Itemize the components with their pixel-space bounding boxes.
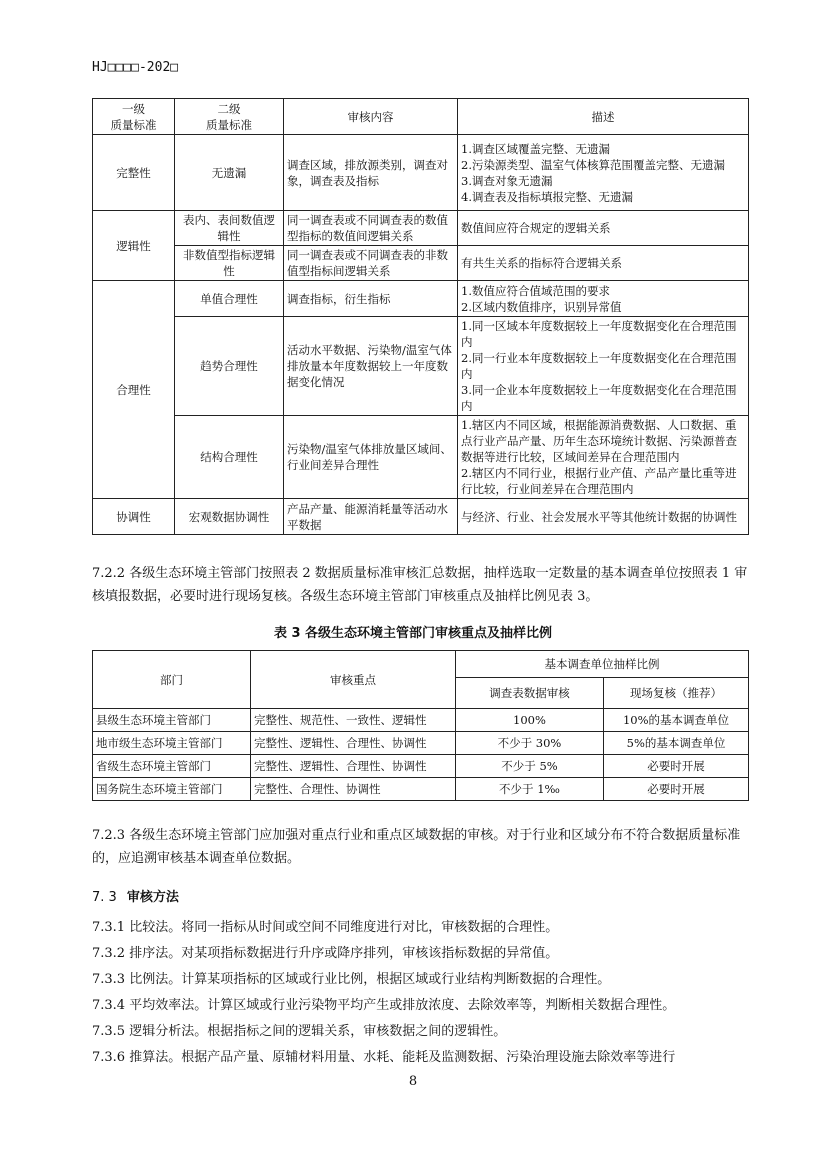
t3-focus: 完整性、合理性、协调性 xyxy=(251,778,456,801)
method-7-3-4: 7.3.4 平均效率法。计算区域或行业污染物平均产生或排放浓度、去除效率等，判断相关数据合理性。 xyxy=(92,998,676,1013)
t3-form: 100% xyxy=(456,709,604,732)
header-level1: 一级 质量标准 xyxy=(93,99,175,135)
section-number: 7. 3 xyxy=(92,890,117,905)
table-row xyxy=(93,778,749,801)
completeness-content: 调查区域，排放源类别，调查对象，调查表及指标 xyxy=(284,135,458,211)
completeness-desc: 1.调查区域覆盖完整、无遗漏 2.污染源类型、温室气体核算范围覆盖完整、无遗漏 3.调查对象无遗漏 4.调查表及指标填报完整、无遗漏 xyxy=(458,135,749,211)
paragraph-7-2-2: 7.2.2 各级生态环境主管部门按照表 2 数据质量标准审核汇总数据，抽样选取一定数量的基本调查单位按照表 1 审核填报数据，必要时进行现场复核。各级生态环境主管部门审核重点及抽样比例见表 3。 xyxy=(92,566,748,604)
rationality-a-content: 调查指标，衍生指标 xyxy=(284,281,458,317)
rationality-b-content: 活动水平数据、污染物/温室气体排放量本年度数据较上一年度数据变化情况 xyxy=(284,317,458,416)
logic-l1: 逻辑性 xyxy=(93,211,175,281)
document-code: HJ□□□□-202□ xyxy=(92,60,179,75)
method-7-3-2: 7.3.2 排序法。对某项指标数据进行升序或降序排列，审核该指标数据的异常值。 xyxy=(92,946,559,961)
coordination-l2: 宏观数据协调性 xyxy=(175,499,284,535)
rationality-c-l2: 结构合理性 xyxy=(175,416,284,499)
t3-header-field: 现场复核（推荐） xyxy=(604,678,749,709)
logic-a-l2: 表内、表间数值逻辑性 xyxy=(175,211,284,246)
t3-form: 不少于 30% xyxy=(456,732,604,755)
quality-standard-table xyxy=(92,98,749,535)
method-7-3-6: 7.3.6 推算法。根据产品产量、原辅材料用量、水耗、能耗及监测数据、污染治理设施去除效率等进行 xyxy=(92,1050,676,1065)
method-7-3-1: 7.3.1 比较法。将同一指标从时间或空间不同维度进行对比，审核数据的合理性。 xyxy=(92,920,559,935)
logic-a-desc: 数值间应符合规定的逻辑关系 xyxy=(458,211,749,246)
logic-b-desc: 有共生关系的指标符合逻辑关系 xyxy=(458,246,749,281)
t3-form: 不少于 1‰ xyxy=(456,778,604,801)
header-content: 审核内容 xyxy=(284,99,458,135)
t3-form: 不少于 5% xyxy=(456,755,604,778)
table-row xyxy=(93,732,749,755)
t3-field: 必要时开展 xyxy=(604,778,749,801)
t3-header-ratio: 基本调查单位抽样比例 xyxy=(456,651,749,678)
t3-header-form: 调查表数据审核 xyxy=(456,678,604,709)
rationality-b-desc: 1.同一区域本年度数据较上一年度数据变化在合理范围内 2.同一行业本年度数据较上一年度数据变化在合理范围内 3.同一企业本年度数据较上一年度数据变化在合理范围内 xyxy=(458,317,749,416)
section-title: 审核方法 xyxy=(126,890,179,905)
t3-focus: 完整性、规范性、一致性、逻辑性 xyxy=(251,709,456,732)
t3-dept: 国务院生态环境主管部门 xyxy=(93,778,251,801)
page-number: 8 xyxy=(408,1074,418,1089)
logic-b-content: 同一调查表或不同调查表的非数值型指标间逻辑关系 xyxy=(284,246,458,281)
completeness-l1: 完整性 xyxy=(93,135,175,211)
t3-dept: 地市级生态环境主管部门 xyxy=(93,732,251,755)
coordination-l1: 协调性 xyxy=(93,499,175,535)
review-sampling-table xyxy=(92,650,749,801)
t3-field: 10%的基本调查单位 xyxy=(604,709,749,732)
rationality-a-desc: 1.数值应符合值域范围的要求 2.区域内数值排序，识别异常值 xyxy=(458,281,749,317)
header-level2: 二级 质量标准 xyxy=(175,99,284,135)
section-heading-7-3 xyxy=(92,886,179,905)
coordination-desc: 与经济、行业、社会发展水平等其他统计数据的协调性 xyxy=(458,499,749,535)
logic-a-content: 同一调查表或不同调查表的数值型指标的数值间逻辑关系 xyxy=(284,211,458,246)
table-row xyxy=(93,755,749,778)
method-7-3-3: 7.3.3 比例法。计算某项指标的区域或行业比例，根据区域或行业结构判断数据的合理性。 xyxy=(92,972,611,987)
paragraph-7-2-3: 7.2.3 各级生态环境主管部门应加强对重点行业和重点区域数据的审核。对于行业和区域分布不符合数据质量标准的，应追溯审核基本调查单位数据。 xyxy=(92,828,741,866)
t3-header-dept: 部门 xyxy=(93,651,251,709)
rationality-l1: 合理性 xyxy=(93,281,175,499)
t3-focus: 完整性、逻辑性、合理性、协调性 xyxy=(251,755,456,778)
method-7-3-5: 7.3.5 逻辑分析法。根据指标之间的逻辑关系，审核数据之间的逻辑性。 xyxy=(92,1024,507,1039)
t3-field: 必要时开展 xyxy=(604,755,749,778)
header-description: 描述 xyxy=(458,99,749,135)
rationality-a-l2: 单值合理性 xyxy=(175,281,284,317)
rationality-c-content: 污染物/温室气体排放量区域间、行业间差异合理性 xyxy=(284,416,458,499)
t3-focus: 完整性、逻辑性、合理性、协调性 xyxy=(251,732,456,755)
rationality-b-l2: 趋势合理性 xyxy=(175,317,284,416)
table-row xyxy=(93,709,749,732)
t3-header-focus: 审核重点 xyxy=(251,651,456,709)
logic-b-l2: 非数值型指标逻辑性 xyxy=(175,246,284,281)
coordination-content: 产品产量、能源消耗量等活动水平数据 xyxy=(284,499,458,535)
rationality-c-desc: 1.辖区内不同区域，根据能源消费数据、人口数据、重点行业产品产量、历年生态环境统计数据、污染源普查数据等进行比较，区域间差异在合理范围内 2.辖区内不同行业，根据行业产值、产品产量比重等进行比较，行业间差异在合理范围内 xyxy=(458,416,749,499)
t3-field: 5%的基本调查单位 xyxy=(604,732,749,755)
table3-caption: 表 3 各级生态环境主管部门审核重点及抽样比例 xyxy=(273,626,553,641)
t3-dept: 省级生态环境主管部门 xyxy=(93,755,251,778)
t3-dept: 县级生态环境主管部门 xyxy=(93,709,251,732)
completeness-l2: 无遗漏 xyxy=(175,135,284,211)
